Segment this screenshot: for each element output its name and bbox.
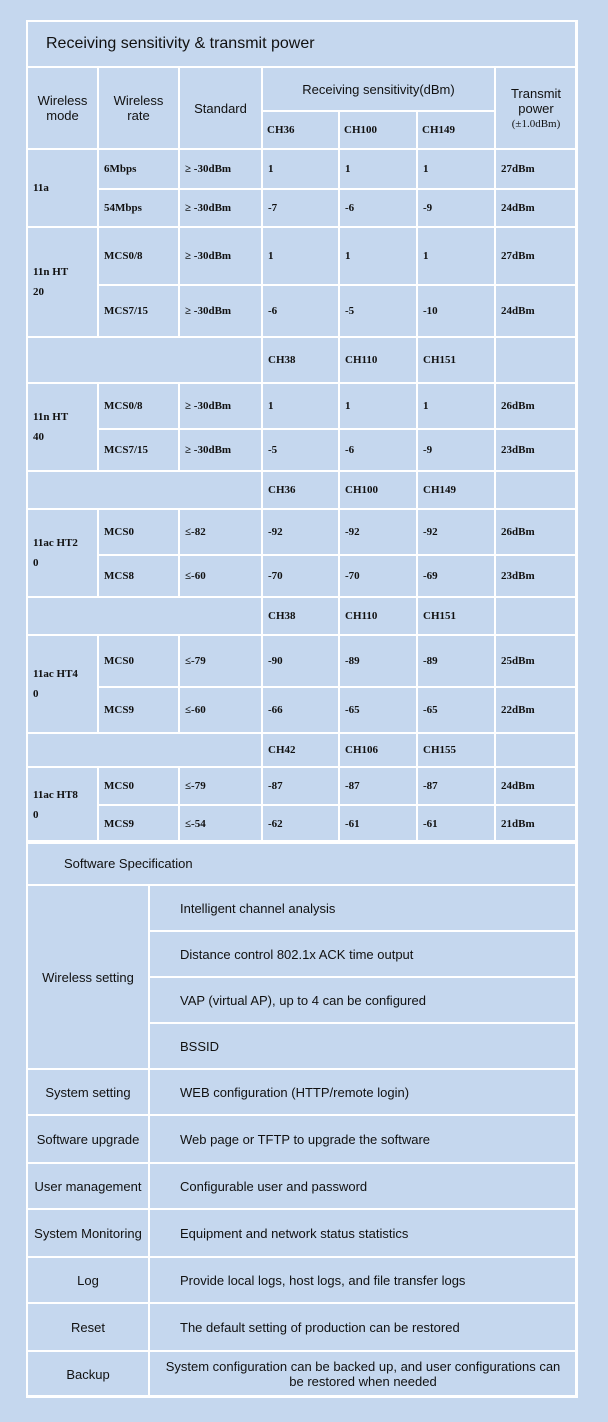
standard-cell: ≥ -30dBm (179, 227, 262, 285)
header-wireless-rate: Wireless rate (98, 67, 179, 149)
category-cell: System setting (27, 1069, 149, 1115)
channel-cell: CH38 (262, 597, 339, 635)
feature-cell: WEB configuration (HTTP/remote login) (149, 1069, 577, 1115)
rate-cell: MCS9 (98, 805, 179, 843)
category-cell: Software upgrade (27, 1115, 149, 1163)
rx-cell: -62 (262, 805, 339, 843)
channel-cell: CH155 (417, 733, 495, 767)
category-cell: Backup (27, 1351, 149, 1397)
channel-row-spacer (27, 597, 262, 635)
rx-cell: -9 (417, 189, 495, 227)
channel-cell: CH106 (339, 733, 417, 767)
rx-cell: -70 (339, 555, 417, 597)
rx-cell: -90 (262, 635, 339, 687)
rx-cell: -70 (262, 555, 339, 597)
channel-cell: CH151 (417, 597, 495, 635)
channel-cell: CH110 (339, 597, 417, 635)
rate-cell: MCS7/15 (98, 285, 179, 337)
feature-cell: Intelligent channel analysis (149, 885, 577, 931)
standard-cell: ≤-79 (179, 767, 262, 805)
standard-cell: ≤-79 (179, 635, 262, 687)
header-standard: Standard (179, 67, 262, 149)
rx-cell: -61 (339, 805, 417, 843)
rx-cell: -69 (417, 555, 495, 597)
rx-cell: -61 (417, 805, 495, 843)
tx-cell: 27dBm (495, 149, 577, 189)
tx-cell: 21dBm (495, 805, 577, 843)
category-cell: System Monitoring (27, 1209, 149, 1257)
mode-11a: 11a (27, 149, 98, 227)
rx-cell: 1 (262, 227, 339, 285)
rx-cell: -10 (417, 285, 495, 337)
rx-cell: -65 (417, 687, 495, 733)
rate-cell: MCS0/8 (98, 227, 179, 285)
feature-cell: Equipment and network status statistics (149, 1209, 577, 1257)
feature-cell: Provide local logs, host logs, and file transfer logs (149, 1257, 577, 1303)
channel-cell: CH36 (262, 471, 339, 509)
rx-cell: -6 (339, 189, 417, 227)
rx-cell: -9 (417, 429, 495, 471)
channel-cell: CH100 (339, 111, 417, 149)
channel-row-spacer (27, 337, 262, 383)
feature-cell: Web page or TFTP to upgrade the software (149, 1115, 577, 1163)
rx-cell: -87 (339, 767, 417, 805)
category-cell: Log (27, 1257, 149, 1303)
feature-cell: VAP (virtual AP), up to 4 can be configured (149, 977, 577, 1023)
channel-cell: CH100 (339, 471, 417, 509)
tx-cell: 23dBm (495, 555, 577, 597)
standard-cell: ≤-82 (179, 509, 262, 555)
wireless-setting-label: Wireless setting (27, 885, 149, 1069)
channel-cell: CH149 (417, 471, 495, 509)
feature-cell: The default setting of production can be restored (149, 1303, 577, 1351)
tx-cell: 24dBm (495, 285, 577, 337)
rx-cell: 1 (417, 227, 495, 285)
rx-cell: -6 (339, 429, 417, 471)
feature-cell: BSSID (149, 1023, 577, 1069)
header-tx-power (495, 67, 577, 149)
channel-row-spacer (495, 597, 577, 635)
standard-cell: ≤-60 (179, 687, 262, 733)
mode-11n-ht20: 11n HT 20 (27, 227, 98, 337)
tx-cell: 22dBm (495, 687, 577, 733)
rx-cell: 1 (417, 383, 495, 429)
channel-cell: CH42 (262, 733, 339, 767)
standard-cell: ≥ -30dBm (179, 149, 262, 189)
header-rx-sensitivity: Receiving sensitivity(dBm) (262, 67, 495, 111)
channel-cell: CH38 (262, 337, 339, 383)
mode-11n-ht40: 11n HT 40 (27, 383, 98, 471)
tx-cell: 25dBm (495, 635, 577, 687)
tx-cell: 26dBm (495, 383, 577, 429)
rate-cell: MCS0 (98, 509, 179, 555)
rx-cell: -5 (339, 285, 417, 337)
software-spec-table (26, 840, 578, 1398)
channel-row-spacer (495, 337, 577, 383)
mode-11ac-ht20: 11ac HT2 0 (27, 509, 98, 597)
rx-cell: 1 (339, 149, 417, 189)
rf-spec-table (26, 20, 578, 844)
rx-cell: -87 (262, 767, 339, 805)
rate-cell: MCS0 (98, 635, 179, 687)
rx-cell: -5 (262, 429, 339, 471)
tx-cell: 27dBm (495, 227, 577, 285)
tx-power-label: Transmit power (510, 86, 562, 116)
rx-cell: -66 (262, 687, 339, 733)
rate-cell: MCS0 (98, 767, 179, 805)
rate-cell: MCS9 (98, 687, 179, 733)
feature-cell: System configuration can be backed up, and user configurations can be restored when needed (149, 1351, 577, 1397)
tx-cell: 24dBm (495, 189, 577, 227)
rx-cell: -92 (417, 509, 495, 555)
rx-cell: -89 (417, 635, 495, 687)
channel-row-spacer (495, 733, 577, 767)
rate-cell: 6Mbps (98, 149, 179, 189)
rate-cell: MCS0/8 (98, 383, 179, 429)
feature-cell: Distance control 802.1x ACK time output (149, 931, 577, 977)
mode-11ac-ht40: 11ac HT4 0 (27, 635, 98, 733)
rx-cell: 1 (262, 149, 339, 189)
standard-cell: ≥ -30dBm (179, 383, 262, 429)
mode-11ac-ht80: 11ac HT8 0 (27, 767, 98, 843)
rx-cell: -7 (262, 189, 339, 227)
channel-cell: CH36 (262, 111, 339, 149)
category-cell: User management (27, 1163, 149, 1209)
channel-row-spacer (27, 471, 262, 509)
channel-cell: CH149 (417, 111, 495, 149)
tx-cell: 23dBm (495, 429, 577, 471)
rx-cell: 1 (339, 383, 417, 429)
standard-cell: ≥ -30dBm (179, 189, 262, 227)
rx-cell: -87 (417, 767, 495, 805)
rx-cell: -92 (262, 509, 339, 555)
rx-cell: -92 (339, 509, 417, 555)
channel-cell: CH151 (417, 337, 495, 383)
header-wireless-mode: Wireless mode (27, 67, 98, 149)
software-section-title: Software Specification (27, 841, 577, 885)
rate-cell: MCS8 (98, 555, 179, 597)
standard-cell: ≥ -30dBm (179, 285, 262, 337)
channel-row-spacer (27, 733, 262, 767)
rate-cell: MCS7/15 (98, 429, 179, 471)
channel-row-spacer (495, 471, 577, 509)
standard-cell: ≤-60 (179, 555, 262, 597)
rx-cell: -65 (339, 687, 417, 733)
rx-cell: 1 (262, 383, 339, 429)
feature-cell: Configurable user and password (149, 1163, 577, 1209)
standard-cell: ≤-54 (179, 805, 262, 843)
tx-cell: 26dBm (495, 509, 577, 555)
rate-cell: 54Mbps (98, 189, 179, 227)
rx-cell: -6 (262, 285, 339, 337)
standard-cell: ≥ -30dBm (179, 429, 262, 471)
rx-cell: -89 (339, 635, 417, 687)
channel-cell: CH110 (339, 337, 417, 383)
category-cell: Reset (27, 1303, 149, 1351)
tx-cell: 24dBm (495, 767, 577, 805)
rf-section-title: Receiving sensitivity & transmit power (27, 21, 577, 67)
rx-cell: 1 (339, 227, 417, 285)
rx-cell: 1 (417, 149, 495, 189)
tx-power-tolerance: (±1.0dBm) (511, 118, 561, 130)
